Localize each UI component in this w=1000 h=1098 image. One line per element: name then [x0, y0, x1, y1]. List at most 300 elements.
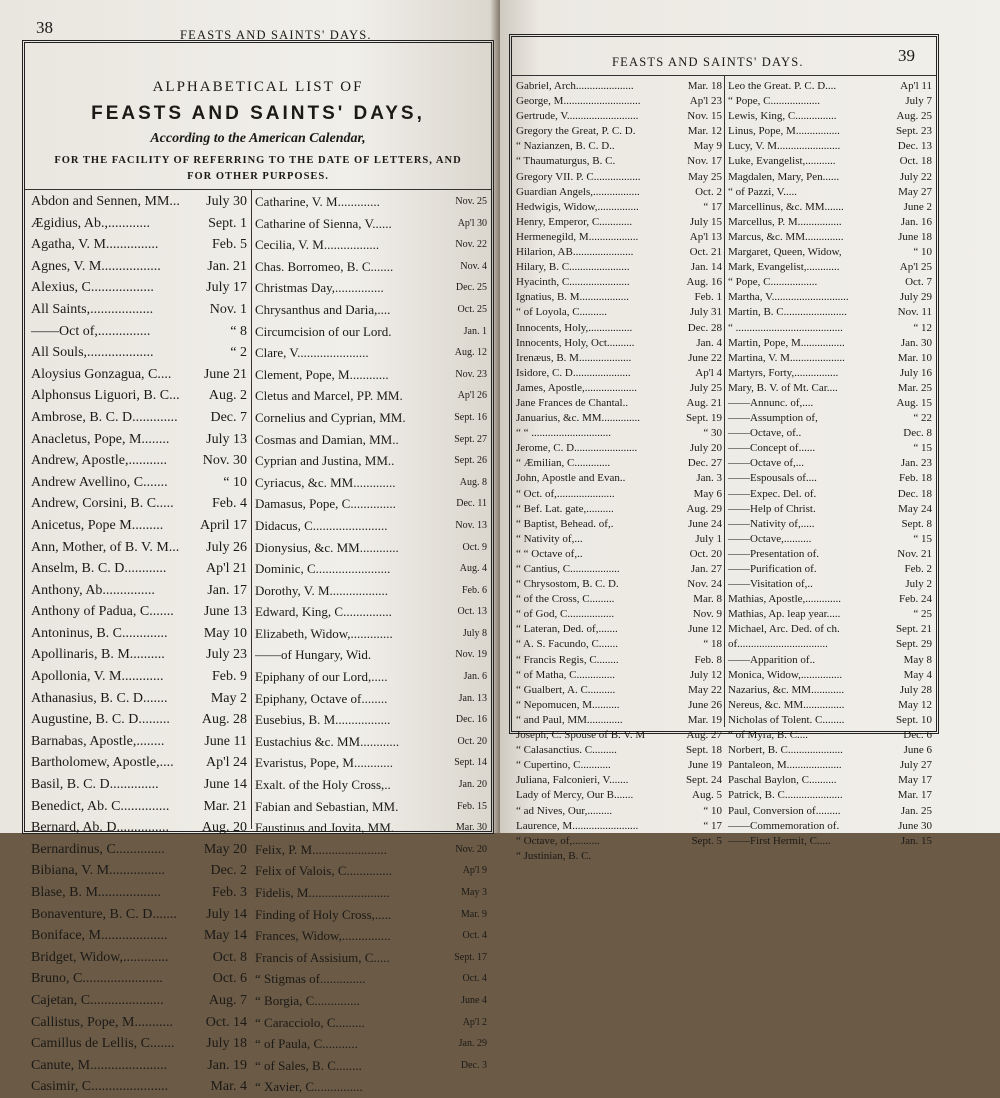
entry-name: Ann, Mother, of B. V. M... — [31, 539, 180, 555]
list-item — [728, 215, 932, 230]
entry-date: Aug. 20 — [201, 820, 247, 836]
entry-name: Michael, Arc. Ded. of ch. — [728, 623, 840, 636]
entry-date: June 19 — [688, 759, 722, 772]
entry-date: Dec. 27 — [687, 457, 722, 470]
list-item — [31, 925, 247, 947]
entry-name: Felix of Valois, C.............. — [255, 863, 392, 879]
entry-name: Francis of Assisium, C..... — [255, 949, 390, 965]
list-item — [728, 275, 932, 290]
list-item — [516, 170, 722, 185]
entry-date: July 20 — [689, 442, 722, 455]
entry-name: Camillus de Lellis, C....... — [31, 1036, 175, 1052]
entry-name: Martyrs, Forty,................ — [728, 366, 839, 379]
list-item — [31, 1012, 247, 1034]
entry-name: Clare, V...................... — [255, 345, 369, 361]
entry-date: Nov. 17 — [687, 155, 722, 168]
entry-name: Linus, Pope, M................ — [728, 125, 840, 138]
list-item — [31, 752, 247, 774]
entry-date: May 10 — [203, 625, 247, 641]
entry-name: Eusebius, B. M................. — [255, 712, 391, 728]
entry-name: Innocents, Holy,................ — [516, 321, 633, 334]
entry-name: Abdon and Sennen, MM... — [31, 194, 180, 209]
list-item — [516, 305, 722, 320]
entry-date: Dec. 6 — [903, 729, 932, 742]
entry-date: Ap'l 30 — [457, 217, 487, 229]
list-item — [31, 968, 247, 990]
list-item — [31, 213, 247, 235]
entry-date: Mar. 10 — [897, 351, 932, 364]
list-item — [255, 429, 487, 451]
entry-date: Jan. 20 — [458, 779, 487, 791]
entry-name: Marcellus, P. M................ — [728, 215, 842, 228]
list-item — [728, 170, 932, 185]
list-item — [728, 154, 932, 169]
entry-date: Feb. 6 — [462, 584, 487, 596]
left-page-number: 38 — [36, 18, 53, 37]
list-item — [516, 441, 722, 456]
entry-date: Mar. 4 — [210, 1079, 247, 1095]
entry-date: Oct. 14 — [205, 1014, 247, 1030]
list-item — [255, 191, 487, 213]
entry-name: Bonaventure, B. C. D....... — [31, 906, 177, 922]
entry-date: May 20 — [203, 841, 247, 857]
entry-date: Nov. 19 — [455, 649, 487, 661]
entry-date: Nov. 9 — [692, 608, 722, 621]
list-item — [516, 698, 722, 713]
list-item — [31, 860, 247, 882]
entry-date: Jan. 14 — [690, 261, 722, 274]
list-item — [728, 622, 932, 637]
list-item — [728, 124, 932, 139]
list-item — [255, 277, 487, 299]
entry-date: Sept. 18 — [685, 744, 722, 757]
entry-date: Jan. 1 — [463, 325, 487, 337]
list-item — [728, 487, 932, 502]
list-item — [516, 728, 722, 743]
entry-date: Sept. 14 — [454, 757, 487, 769]
right-page-frame — [509, 34, 939, 862]
entry-date: Ap'l 2 — [462, 1016, 487, 1028]
entry-date: Aug. 12 — [454, 347, 487, 359]
entry-date: Aug. 16 — [686, 276, 722, 289]
list-item — [728, 502, 932, 517]
list-item — [255, 860, 487, 882]
list-item — [31, 558, 247, 580]
entry-date: Jan. 15 — [900, 834, 932, 847]
entry-name: ——Presentation of. — [728, 547, 820, 560]
entry-name: “ Calasanctius. C......... — [516, 744, 617, 757]
entry-name: Apollinaris, B. M.......... — [31, 647, 165, 663]
entry-name: “ Pope, C.................. — [728, 95, 820, 108]
list-item — [255, 472, 487, 494]
entry-name: Finding of Holy Cross,..... — [255, 906, 392, 922]
entry-date: Feb. 15 — [457, 800, 487, 812]
list-item — [31, 493, 247, 515]
entry-date: Feb. 24 — [899, 593, 932, 606]
entry-name: ——Octave, of.. — [728, 427, 802, 440]
entry-name: Frances, Widow,............... — [255, 928, 391, 944]
list-item — [31, 623, 247, 645]
entry-date: Mar. 25 — [897, 381, 932, 394]
list-item — [728, 713, 932, 728]
entry-name: Ægidius, Ab.,............ — [31, 215, 151, 231]
title-line-3: According to the American Calendar, — [150, 131, 366, 146]
entry-date: Sept. 29 — [895, 638, 932, 651]
list-item — [516, 245, 722, 260]
entry-name: Magdalen, Mary, Pen...... — [728, 170, 840, 183]
entry-date: Nov. 30 — [202, 453, 247, 469]
list-item — [728, 426, 932, 441]
entry-name: Fabian and Sebastian, MM. — [255, 798, 399, 814]
entry-date: Jan. 6 — [463, 671, 487, 683]
entry-name: Aloysius Gonzagua, C.... — [31, 366, 172, 382]
entry-name: Alexius, C.................. — [31, 280, 154, 296]
list-item — [516, 607, 722, 622]
entry-date: May 12 — [898, 698, 932, 711]
entry-name: Martin, Pope, M................ — [728, 336, 845, 349]
column-divider — [251, 189, 252, 829]
entry-date: July 30 — [206, 194, 247, 209]
entry-name: Edward, King, C............... — [255, 604, 392, 620]
entry-name: Paschal Baylon, C.......... — [728, 774, 837, 787]
entry-date: Mar. 8 — [693, 593, 722, 606]
entry-date: June 14 — [203, 777, 247, 793]
list-item — [728, 200, 932, 215]
entry-name: “ Stigmas of.............. — [255, 971, 366, 987]
list-item — [728, 834, 932, 849]
entry-date: July 31 — [689, 306, 722, 319]
list-item — [728, 336, 932, 351]
entry-name: Paul, Conversion of......... — [728, 804, 841, 817]
entry-name: George, M............................ — [516, 95, 641, 108]
entry-date: Sept. 8 — [901, 517, 932, 530]
entry-date: Oct. 21 — [689, 246, 722, 259]
list-item — [255, 666, 487, 688]
list-item — [728, 456, 932, 471]
entry-name: “ Justinian, B. C. — [516, 849, 592, 862]
entry-date: “ 17 — [703, 819, 722, 832]
entry-name: Evaristus, Pope, M............ — [255, 755, 393, 771]
entry-name: Chas. Borromeo, B. C....... — [255, 258, 394, 274]
entry-name: Ambrose, B. C. D............. — [31, 409, 178, 425]
list-item — [255, 796, 487, 818]
entry-date: May 3 — [461, 887, 487, 898]
entry-name: Clement, Pope, M............ — [255, 366, 389, 382]
list-item — [255, 1012, 487, 1034]
entry-name: Cyprian and Justina, MM.. — [255, 453, 395, 469]
entry-name: ——of Hungary, Wid. — [255, 647, 372, 663]
entry-date: Sept. 5 — [691, 834, 722, 847]
entry-date: Nov. 1 — [209, 301, 247, 317]
entry-name: Gregory the Great, P. C. D. — [516, 125, 636, 138]
entry-name: ——Octave,.......... — [728, 532, 812, 545]
entry-date: Nov. 22 — [455, 239, 487, 251]
entry-name: Damasus, Pope, C.............. — [255, 496, 396, 512]
list-item — [728, 471, 932, 486]
list-item — [516, 396, 722, 411]
entry-date: July 13 — [206, 431, 247, 447]
list-item — [31, 904, 247, 926]
entry-date: “ 22 — [913, 412, 932, 425]
entry-date: “ 18 — [703, 638, 722, 651]
list-item — [31, 882, 247, 904]
entry-name: Felix, P. M....................... — [255, 841, 387, 857]
entry-name: Andrew Avellino, C....... — [31, 474, 168, 490]
entry-date: Dec. 2 — [210, 863, 247, 879]
entry-date: June 21 — [203, 366, 247, 382]
list-item — [31, 299, 247, 321]
list-item — [728, 351, 932, 366]
entry-date: July 2 — [905, 578, 932, 591]
list-item — [516, 124, 722, 139]
entry-name: Cornelius and Cyprian, MM. — [255, 409, 406, 425]
list-item — [516, 622, 722, 637]
list-item — [516, 683, 722, 698]
entry-date: Dec. 11 — [456, 498, 487, 510]
list-item — [255, 407, 487, 429]
entry-name: Apollonia, V. M............ — [31, 669, 164, 685]
entry-date: Jan. 13 — [458, 692, 487, 704]
entry-date: Sept. 16 — [454, 411, 487, 423]
list-item — [516, 502, 722, 517]
entry-name: Hedwigis, Widow,............... — [516, 200, 639, 213]
entry-date: Mar. 9 — [460, 908, 487, 920]
list-item — [31, 537, 247, 559]
entry-date: Sept. 17 — [454, 951, 487, 963]
entry-name: Faustinus and Jovita, MM. — [255, 820, 395, 836]
list-item — [31, 277, 247, 299]
list-item — [255, 385, 487, 407]
entry-name: Anthony of Padua, C....... — [31, 604, 174, 620]
entry-name: Laurence, M........................ — [516, 819, 639, 832]
entry-date: Aug. 7 — [208, 992, 247, 1008]
entry-name: “ Gualbert, A. C.......... — [516, 683, 616, 696]
entry-name: “ Cupertino, C........... — [516, 759, 611, 772]
list-item — [516, 637, 722, 652]
entry-name: Dionysius, &c. MM............ — [255, 539, 399, 555]
entry-name: Antoninus, B. C............. — [31, 625, 168, 641]
list-item — [728, 758, 932, 773]
list-item — [255, 256, 487, 278]
entry-name: Christmas Day,............... — [255, 280, 384, 296]
entry-date: “ 8 — [230, 323, 247, 339]
entry-date: June 18 — [898, 230, 932, 243]
entry-name: Margaret, Queen, Widow, — [728, 246, 842, 259]
list-item — [728, 305, 932, 320]
entry-name: “ Æmilian, C............. — [516, 457, 611, 470]
entry-date: Oct. 25 — [457, 303, 487, 315]
entry-date: Sept. 27 — [454, 433, 487, 445]
list-item — [728, 396, 932, 411]
entry-date: Mar. 21 — [203, 798, 247, 814]
entry-date: July 28 — [899, 683, 932, 696]
entry-name: Mathias, Apostle,............. — [728, 593, 842, 606]
right-column-2 — [728, 79, 932, 849]
entry-name: Casimir, C...................... — [31, 1079, 169, 1095]
list-item — [31, 644, 247, 666]
list-item — [516, 94, 722, 109]
entry-name: Anacletus, Pope, M........ — [31, 431, 170, 447]
entry-date: “ 15 — [913, 532, 932, 545]
list-item — [516, 411, 722, 426]
entry-name: James, Apostle,................... — [516, 381, 637, 394]
entry-name: “ ....................................... — [728, 321, 843, 334]
entry-date: Aug. 5 — [692, 789, 722, 802]
list-item — [516, 154, 722, 169]
entry-name: Catharine of Sienna, V...... — [255, 215, 392, 231]
entry-name: Chrysanthus and Daria,.... — [255, 301, 391, 317]
entry-date: Feb. 5 — [212, 237, 247, 253]
list-item — [255, 882, 487, 904]
list-item — [255, 947, 487, 969]
list-item — [255, 774, 487, 796]
list-item — [516, 381, 722, 396]
entry-name: Joseph, C. Spouse of B. V. M — [516, 729, 646, 742]
entry-date: Jan. 17 — [207, 582, 247, 598]
entry-name: Barnabas, Apostle,........ — [31, 733, 165, 749]
entry-date: Mar. 19 — [687, 713, 722, 726]
list-item — [516, 471, 722, 486]
entry-name: ——Expec. Del. of. — [728, 487, 817, 500]
list-item — [516, 260, 722, 275]
entry-name: Jane Frances de Chantal.. — [516, 396, 629, 409]
entry-name: Bibiana, V. M................ — [31, 863, 166, 879]
entry-date: Sept. 10 — [895, 713, 932, 726]
entry-name: Boniface, M................... — [31, 928, 168, 944]
entry-date: June 22 — [688, 351, 722, 364]
entry-date: July 25 — [689, 381, 722, 394]
entry-date: June 26 — [688, 698, 722, 711]
entry-name: “ Cantius, C.................. — [516, 563, 620, 575]
entry-name: ——Annunc. of,.... — [728, 396, 814, 409]
entry-date: Jan. 4 — [696, 336, 722, 349]
list-item — [255, 342, 487, 364]
entry-date: July 15 — [689, 215, 722, 228]
entry-name: Anthony, Ab............... — [31, 582, 155, 598]
list-item — [516, 139, 722, 154]
entry-name: Benedict, Ab. C.............. — [31, 798, 170, 814]
entry-date: April 17 — [199, 517, 247, 533]
entry-name: Mark, Evangelist,............ — [728, 261, 840, 274]
entry-name: Gertrude, V.......................... — [516, 110, 639, 123]
list-item — [516, 577, 722, 592]
list-item — [728, 94, 932, 109]
entry-name: “ “ Octave of,.. — [516, 547, 583, 560]
entry-name: “ Thaumaturgus, B. C. — [516, 155, 616, 168]
entry-date: July 17 — [206, 280, 247, 296]
entry-name: ——Commemoration of. — [728, 819, 840, 832]
entry-date: Sept. 21 — [895, 623, 932, 636]
entry-date: Mar. 18 — [687, 80, 722, 92]
list-item — [255, 1076, 487, 1098]
entry-name: ——Help of Christ. — [728, 502, 816, 515]
list-item — [516, 713, 722, 728]
entry-name: Marcellinus, &c. MM....... — [728, 200, 844, 213]
list-item — [255, 731, 487, 753]
list-item — [728, 230, 932, 245]
entry-name: Fidelis, M......................... — [255, 885, 390, 900]
list-item — [31, 839, 247, 861]
entry-name: ——Concept of...... — [728, 442, 816, 455]
list-item — [516, 547, 722, 562]
list-item — [728, 109, 932, 124]
entry-name: “ of Sales, B. C........ — [255, 1057, 362, 1073]
list-item — [728, 366, 932, 381]
entry-date: “ 30 — [703, 427, 722, 440]
list-item — [31, 321, 247, 343]
left-running-head: FEASTS AND SAINTS' DAYS. — [180, 28, 372, 42]
list-item — [516, 215, 722, 230]
entry-name: “ Caracciolo, C......... — [255, 1014, 365, 1030]
right-page — [500, 0, 1000, 862]
entry-name: “ of Pazzi, V..... — [728, 185, 797, 198]
list-item — [255, 321, 487, 343]
list-item — [728, 79, 932, 94]
entry-name: Bartholomew, Apostle,.... — [31, 755, 174, 771]
list-item — [31, 1033, 247, 1055]
entry-name: “ Nepomucen, M.......... — [516, 698, 620, 711]
entry-name: Martina, V. M.................... — [728, 351, 845, 364]
title-line-5: FOR OTHER PURPOSES. — [187, 171, 329, 182]
entry-date: Oct. 18 — [899, 155, 932, 168]
list-item — [31, 385, 247, 407]
list-item — [728, 517, 932, 532]
list-item — [255, 839, 487, 861]
entry-date: Aug. 8 — [459, 476, 487, 488]
entry-name: ——Espousals of.... — [728, 472, 817, 485]
entry-name: Dorothy, V. M.................. — [255, 582, 389, 598]
list-item — [255, 623, 487, 645]
entry-name: Eustachius &c. MM............ — [255, 733, 400, 749]
entry-date: July 27 — [899, 759, 932, 772]
entry-date: Dec. 8 — [903, 427, 932, 440]
entry-name: Ignatius, B. M.................. — [516, 291, 630, 304]
entry-name: “ Octave, of,.......... — [516, 834, 600, 847]
list-item — [255, 904, 487, 926]
list-item — [31, 191, 247, 213]
list-item — [31, 364, 247, 386]
list-item — [516, 185, 722, 200]
list-item — [728, 683, 932, 698]
entry-name: Lewis, King, C............... — [728, 110, 837, 123]
entry-name: Cecilia, V. M................. — [255, 237, 380, 253]
entry-name: Catharine, V. M............. — [255, 194, 380, 209]
entry-name: Nazarius, &c. MM............ — [728, 683, 845, 696]
entry-name: Basil, B. C. D.............. — [31, 777, 159, 793]
entry-name: Bruno, C....................... — [31, 971, 163, 987]
entry-name: ——Oct of,............... — [31, 323, 151, 339]
entry-name: ——First Hermit, C..... — [728, 834, 831, 847]
entry-date: June 13 — [203, 604, 247, 620]
list-item — [516, 487, 722, 502]
list-item — [255, 580, 487, 602]
list-item — [31, 472, 247, 494]
entry-name: Cletus and Marcel, PP. MM. — [255, 388, 403, 404]
list-item — [516, 773, 722, 788]
list-item — [255, 234, 487, 256]
entry-name: Epiphany, Octave of........ — [255, 690, 388, 706]
entry-name: Gregory VII. P. C................. — [516, 170, 641, 183]
entry-date: Oct. 20 — [689, 547, 722, 560]
entry-date: Ap'l 26 — [457, 390, 487, 402]
list-item — [31, 450, 247, 472]
entry-name: Anselm, B. C. D............ — [31, 561, 167, 577]
entry-name: Hilary, B. C...................... — [516, 261, 630, 274]
entry-name: “ “ ............................. — [516, 427, 612, 440]
entry-date: July 8 — [462, 627, 487, 639]
entry-date: Oct. 20 — [457, 735, 487, 747]
entry-date: May 2 — [210, 690, 247, 706]
